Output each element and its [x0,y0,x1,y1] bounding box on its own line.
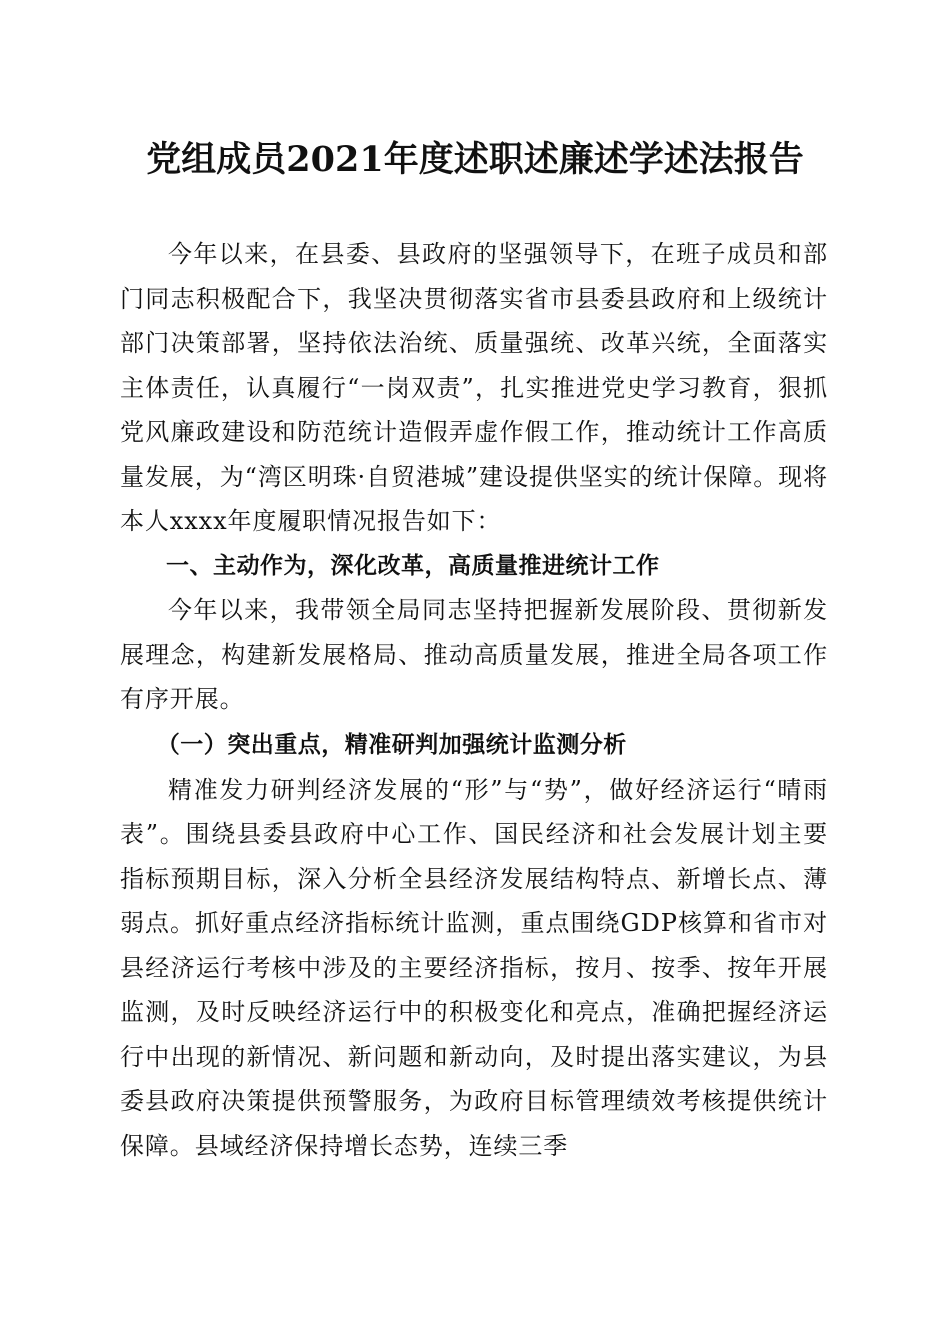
intro-paragraph: 今年以来，在县委、县政府的坚强领导下，在班子成员和部门同志积极配合下，我坚决贯彻落实省市县委县政府和上级统计部门决策部署，坚持依法治统、质量强统、改革兴统，全面落实主体责任，认真履行“一岗双责”，扎实推进党史学习教育，狠抓党风廉政建设和防范统计造假弄虚作假工作，推动统计工作高质量发展，为“湾区明珠·自贸港城”建设提供坚实的统计保障。现将本人xxxx年度履职情况报告如下： [120,240,828,535]
document-body [120,232,828,1168]
subsection-heading-1: （一）突出重点，精准研判加强统计监测分析 [156,730,627,758]
document-title: 党组成员2021年度述职述廉述学述法报告 [146,139,804,180]
section-heading-1: 一、主动作为，深化改革，高质量推进统计工作 [166,552,660,579]
subsection-1-text: 精准发力研判经济发展的“形”与“势”，做好经济运行“晴雨表”。围绕县委县政府中心工作、国民经济和社会发展计划主要指标预期目标，深入分析全县经济发展结构特点、新增长点、薄弱点。抓好重点经济指标统计监测，重点围绕GDP核算和省市对县经济运行考核中涉及的主要经济指标，按月、按季、按年开展监测，及时反映经济运行中的积极变化和亮点，准确把握经济运行中出现的新情况、新问题和新动向，及时提出落实建议，为县委县政府决策提供预警服务，为政府目标管理绩效考核提供统计保障。县域经济保持增长态势，连续三季 [120,775,828,1160]
section-1-intro: 今年以来，我带领全局同志坚持把握新发展阶段、贯彻新发展理念，构建新发展格局、推动高质量发展，推进全局各项工作有序开展。 [120,596,828,713]
